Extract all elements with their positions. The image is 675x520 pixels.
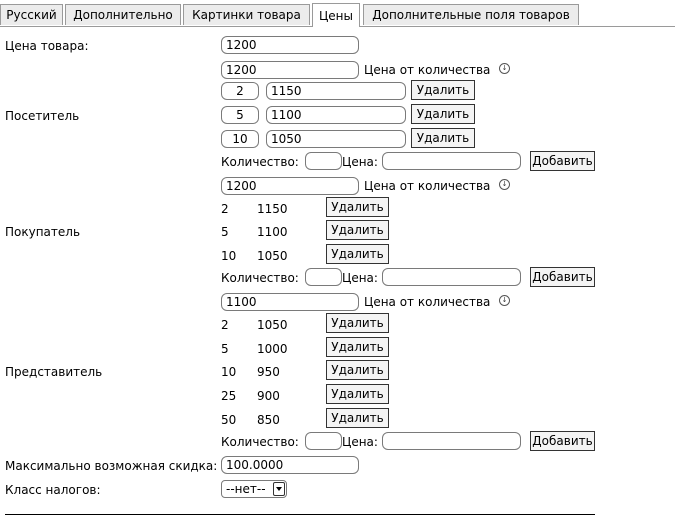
buyer-tier2-delete-button[interactable]: Удалить — [326, 220, 389, 240]
visitor-new-qty-label: Количество: — [221, 155, 299, 169]
visitor-tier2-qty-input[interactable] — [221, 106, 259, 124]
max-discount-input[interactable] — [221, 456, 359, 474]
visitor-new-price-input[interactable] — [382, 152, 521, 170]
product-price-label: Цена товара: — [5, 39, 89, 53]
visitor-tier3-delete-button[interactable]: Удалить — [411, 128, 475, 148]
rep-tier4-price: 900 — [257, 389, 280, 403]
buyer-tier3-qty: 10 — [221, 249, 237, 263]
rep-tier2-delete-button[interactable]: Удалить — [326, 337, 389, 357]
tab-russian[interactable]: Русский — [0, 4, 63, 25]
visitor-tier2-price-input[interactable] — [266, 106, 406, 124]
rep-tier5-price: 850 — [257, 413, 280, 427]
visitor-new-qty-input[interactable] — [305, 152, 342, 170]
visitor-tier2-delete-button[interactable]: Удалить — [411, 104, 475, 124]
visitor-tier3-price-input[interactable] — [266, 130, 406, 148]
tab-bar — [0, 0, 675, 27]
rep-qty-price-label: Цена от количества — [364, 295, 491, 309]
rep-tier1-delete-button[interactable]: Удалить — [326, 313, 389, 333]
rep-tier4-delete-button[interactable]: Удалить — [326, 384, 389, 404]
tab-product-images[interactable]: Картинки товара — [183, 4, 310, 25]
visitor-group-label: Посетитель — [5, 109, 80, 123]
rep-group-label: Представитель — [5, 365, 103, 379]
rep-tier3-qty: 10 — [221, 365, 237, 379]
visitor-tier1-qty-input[interactable] — [221, 82, 259, 100]
visitor-new-price-label: Цена: — [342, 155, 378, 169]
tab-additional[interactable]: Дополнительно — [65, 4, 181, 25]
tax-class-label: Класс налогов: — [5, 483, 101, 497]
buyer-tier1-price: 1150 — [257, 202, 288, 216]
chevron-down-icon[interactable] — [273, 482, 285, 496]
buyer-base-price-input[interactable] — [221, 177, 359, 195]
buyer-new-qty-input[interactable] — [305, 268, 342, 286]
tax-class-select[interactable] — [221, 480, 287, 498]
buyer-qty-price-label: Цена от количества — [364, 179, 491, 193]
max-discount-label: Максимально возможная скидка: — [5, 459, 218, 473]
buyer-tier3-price: 1050 — [257, 249, 288, 263]
rep-add-button[interactable]: Добавить — [530, 431, 595, 451]
buyer-tier3-delete-button[interactable]: Удалить — [326, 244, 389, 264]
rep-tier2-qty: 5 — [221, 342, 229, 356]
buyer-group-label: Покупатель — [5, 225, 81, 239]
visitor-tier1-price-input[interactable] — [266, 82, 406, 100]
buyer-tier2-price: 1100 — [257, 225, 288, 239]
buyer-tier1-delete-button[interactable]: Удалить — [326, 197, 389, 217]
buyer-tier1-qty: 2 — [221, 202, 229, 216]
rep-base-price-input[interactable] — [221, 293, 359, 311]
visitor-tier1-delete-button[interactable]: Удалить — [411, 80, 475, 100]
buyer-add-button[interactable]: Добавить — [530, 267, 595, 287]
visitor-add-button[interactable]: Добавить — [530, 151, 595, 171]
bottom-divider — [5, 514, 595, 515]
buyer-new-price-label: Цена: — [342, 271, 378, 285]
rep-new-qty-label: Количество: — [221, 435, 299, 449]
info-icon[interactable]: ↓ — [499, 179, 510, 190]
visitor-base-price-input[interactable] — [221, 61, 359, 79]
rep-tier4-qty: 25 — [221, 389, 237, 403]
product-price-input[interactable] — [221, 36, 359, 54]
visitor-tier3-qty-input[interactable] — [221, 130, 259, 148]
rep-new-price-label: Цена: — [342, 435, 378, 449]
tab-prices[interactable]: Цены — [312, 3, 360, 27]
rep-tier3-price: 950 — [257, 365, 280, 379]
rep-tier1-price: 1050 — [257, 318, 288, 332]
buyer-tier2-qty: 5 — [221, 225, 229, 239]
buyer-new-price-input[interactable] — [382, 268, 521, 286]
rep-new-qty-input[interactable] — [305, 432, 342, 450]
tab-extra-fields[interactable]: Дополнительные поля товаров — [363, 4, 579, 25]
info-icon[interactable]: ↓ — [499, 295, 510, 306]
info-icon[interactable]: ↓ — [499, 63, 510, 74]
rep-new-price-input[interactable] — [382, 432, 521, 450]
rep-tier5-delete-button[interactable]: Удалить — [326, 408, 389, 428]
rep-tier3-delete-button[interactable]: Удалить — [326, 360, 389, 380]
tax-class-selected-value: --нет-- — [226, 482, 266, 496]
rep-tier1-qty: 2 — [221, 318, 229, 332]
rep-tier5-qty: 50 — [221, 413, 237, 427]
visitor-qty-price-label: Цена от количества — [364, 63, 491, 77]
buyer-new-qty-label: Количество: — [221, 271, 299, 285]
rep-tier2-price: 1000 — [257, 342, 288, 356]
